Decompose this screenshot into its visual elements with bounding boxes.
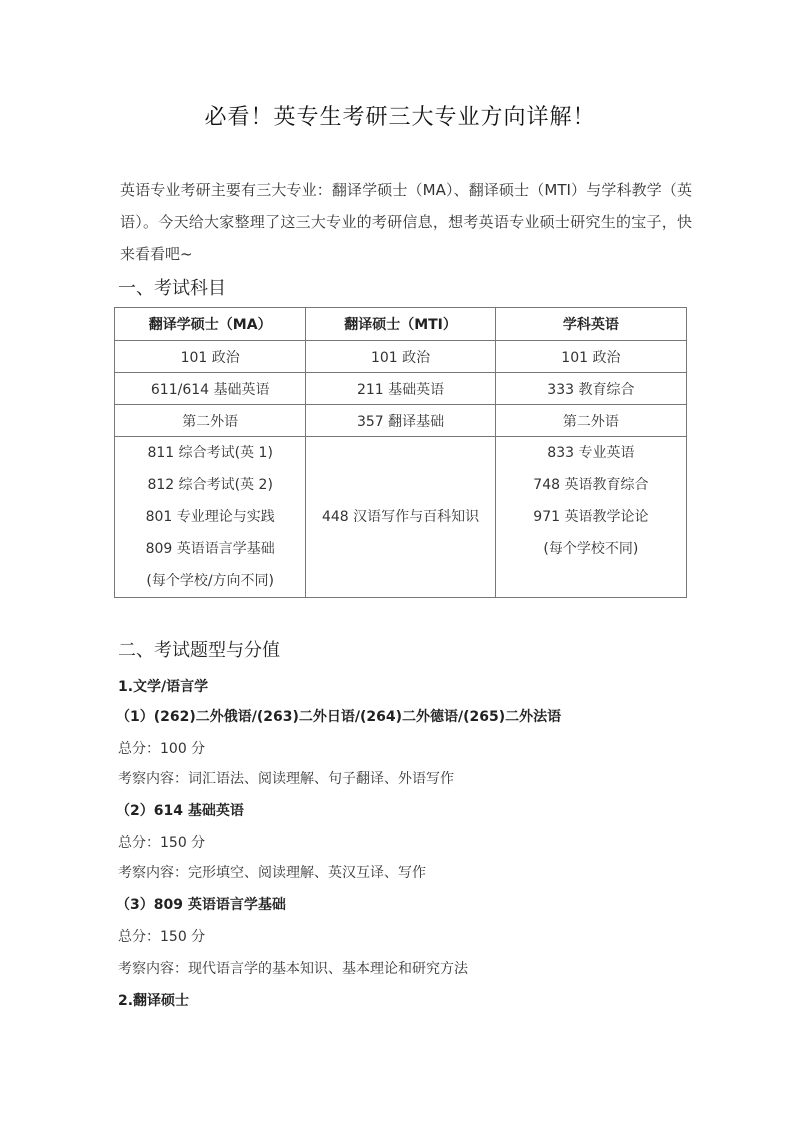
section-heading-question-types: 二、考试题型与分值 [118, 640, 280, 661]
table-row [115, 405, 687, 437]
table-cell: 611/614 基础英语 [115, 373, 306, 405]
item-content: 考察内容：现代语言学的基本知识、基本理论和研究方法 [118, 961, 468, 977]
table-cell-multi [495, 437, 686, 598]
cell-line: 809 英语语言学基础 [145, 541, 275, 557]
table-cell: 333 教育综合 [495, 373, 686, 405]
item-content: 考察内容：完形填空、阅读理解、英汉互译、写作 [118, 865, 426, 881]
item-title: （2）614 基础英语 [116, 803, 244, 819]
document-title: 必看！英专生考研三大专业方向详解！ [204, 105, 596, 130]
table-cell: 101 政治 [115, 341, 306, 373]
subsection-heading: 2.翻译硕士 [118, 993, 190, 1009]
cell-line: 448 汉语写作与百科知识 [321, 509, 480, 525]
item-score: 总分：100 分 [118, 741, 206, 757]
table-cell: 357 翻译基础 [306, 405, 495, 437]
table-header: 翻译学硕士（MA） [115, 308, 306, 341]
cell-line: 811 综合考试(英 1) [147, 445, 273, 461]
cell-line: (每个学校不同) [543, 541, 639, 557]
subsection-heading: 1.文学/语言学 [118, 679, 209, 695]
cell-line: 748 英语教育综合 [533, 477, 649, 493]
item-title: （1）(262)二外俄语/(263)二外日语/(264)二外德语/(265)二外法语 [116, 709, 562, 725]
table-cell-multi [306, 437, 495, 598]
table-cell: 101 政治 [495, 341, 686, 373]
section-heading-subjects: 一、考试科目 [118, 278, 226, 299]
table-row [115, 437, 687, 598]
table-cell: 211 基础英语 [306, 373, 495, 405]
cell-line: 801 专业理论与实践 [145, 509, 275, 525]
cell-line: (每个学校/方向不同) [146, 573, 274, 589]
table-cell: 第二外语 [495, 405, 686, 437]
table-cell: 101 政治 [306, 341, 495, 373]
item-content: 考察内容：词汇语法、阅读理解、句子翻译、外语写作 [118, 771, 454, 787]
table-row [115, 341, 687, 373]
item-title: （3）809 英语语言学基础 [116, 897, 286, 913]
subjects-table [114, 307, 687, 598]
table-row [115, 373, 687, 405]
item-score: 总分：150 分 [118, 929, 206, 945]
intro-paragraph: 英语专业考研主要有三大专业：翻译学硕士（MA）、翻译硕士（MTI）与学科教学（英语）。今天给大家整理了这三大专业的考研信息，想考英语专业硕士研究生的宝子，快来看看吧~ [120, 181, 692, 263]
cell-line: 833 专业英语 [547, 445, 635, 461]
table-cell: 第二外语 [115, 405, 306, 437]
table-header: 学科英语 [495, 308, 686, 341]
table-header: 翻译硕士（MTI） [306, 308, 495, 341]
cell-line: 971 英语教学论论 [533, 509, 649, 525]
table-cell-multi [115, 437, 306, 598]
cell-line: 812 综合考试(英 2) [147, 477, 273, 493]
item-score: 总分：150 分 [118, 835, 206, 851]
